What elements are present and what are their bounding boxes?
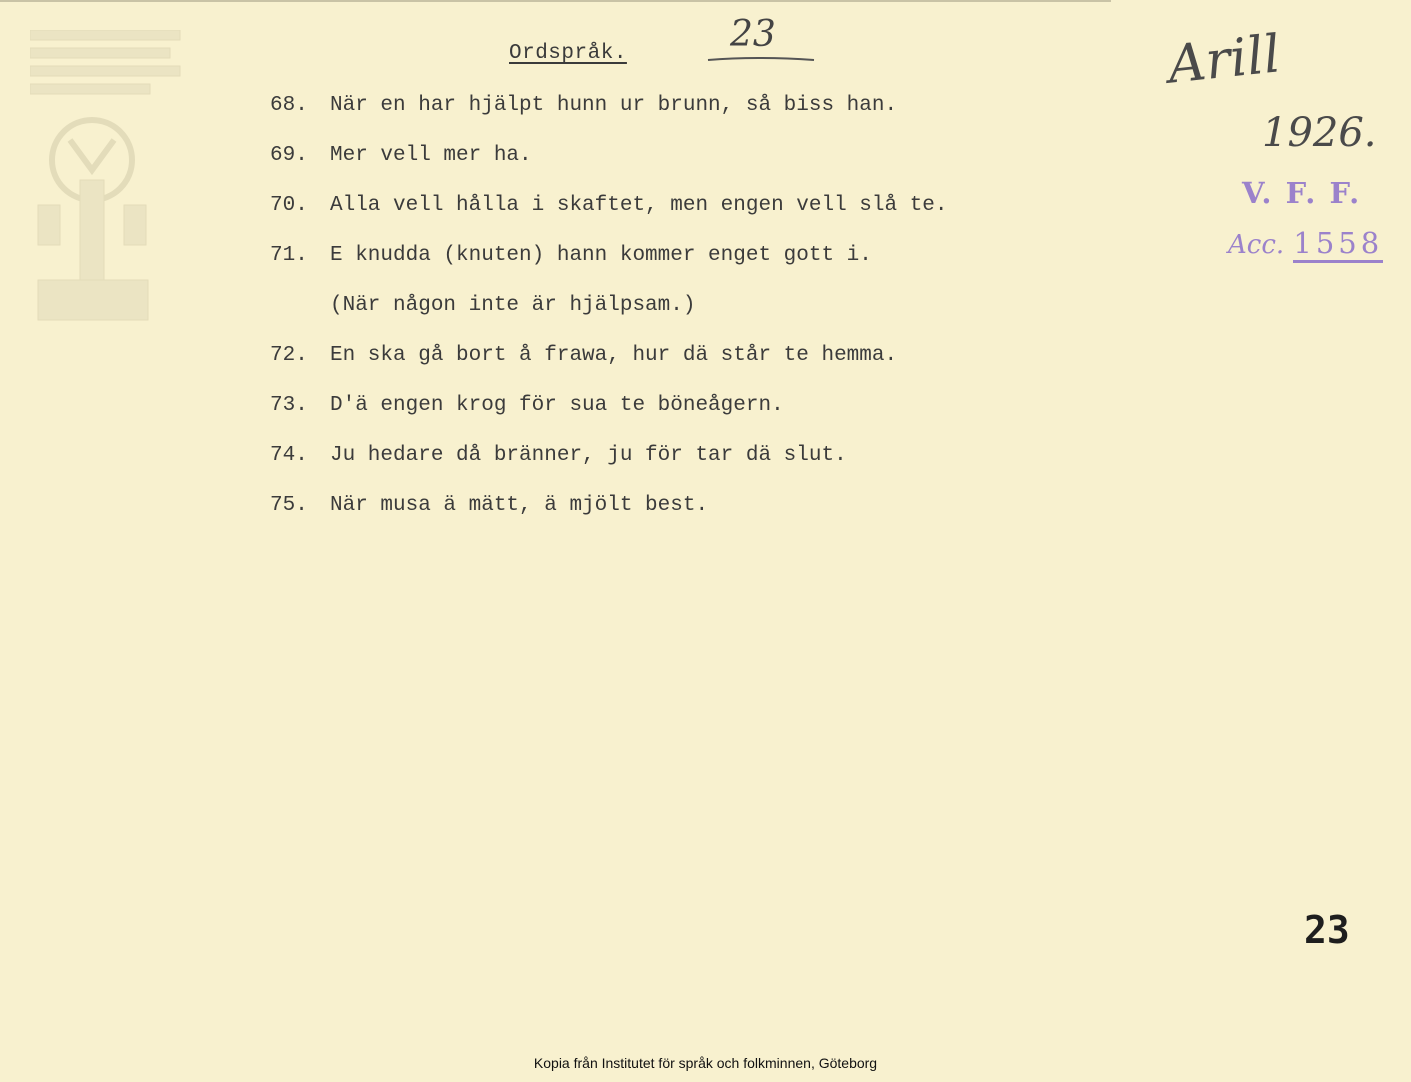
proverb-item bbox=[270, 488, 948, 538]
stamp-initials: V. F. F. bbox=[1242, 176, 1362, 210]
page-number: 23 bbox=[1304, 908, 1350, 952]
proverb-number: 75. bbox=[270, 494, 308, 517]
accession-label: Acc. bbox=[1228, 230, 1285, 260]
proverb-number: 70. bbox=[270, 194, 308, 217]
proverb-text: E knudda (knuten) hann kommer enget gott i. bbox=[330, 244, 872, 267]
proverb-item bbox=[270, 238, 948, 288]
accession-number: 1558 bbox=[1293, 226, 1383, 263]
archive-watermark-icon bbox=[30, 30, 190, 330]
footer-credit: Kopia från Institutet för språk och folkminnen, Göteborg bbox=[533, 1055, 878, 1071]
proverb-text: När en har hjälpt hunn ur brunn, så biss han. bbox=[330, 94, 898, 117]
proverb-note-text: (När någon inte är hjälpsam.) bbox=[330, 294, 696, 317]
handwritten-sheet-number bbox=[706, 14, 818, 70]
proverb-item bbox=[270, 138, 948, 188]
handwritten-place: Arill bbox=[1165, 24, 1284, 96]
proverb-text: Ju hedare då bränner, ju för tar dä slut. bbox=[330, 444, 847, 467]
proverb-note bbox=[270, 288, 948, 338]
proverb-item bbox=[270, 188, 948, 238]
header-title: Ordspråk. bbox=[509, 42, 627, 65]
proverb-number: 72. bbox=[270, 344, 308, 367]
document-header bbox=[509, 42, 627, 65]
proverb-item bbox=[270, 88, 948, 138]
top-edge-line bbox=[0, 0, 1111, 2]
accession-stamp bbox=[1228, 226, 1383, 260]
proverb-item bbox=[270, 388, 948, 438]
proverb-text: Alla vell hålla i skaftet, men engen vell slå te. bbox=[330, 194, 948, 217]
handwritten-underline bbox=[706, 54, 818, 66]
proverb-text: En ska gå bort å frawa, hur dä står te hemma. bbox=[330, 344, 898, 367]
handwritten-number-text: 23 bbox=[730, 14, 776, 55]
handwritten-year: 1926. bbox=[1262, 110, 1377, 156]
proverb-number: 69. bbox=[270, 144, 308, 167]
proverb-text: När musa ä mätt, ä mjölt best. bbox=[330, 494, 709, 517]
proverb-item bbox=[270, 338, 948, 388]
proverb-number: 74. bbox=[270, 444, 308, 467]
proverb-number: 68. bbox=[270, 94, 308, 117]
proverb-number: 73. bbox=[270, 394, 308, 417]
proverb-text: Mer vell mer ha. bbox=[330, 144, 532, 167]
proverb-list bbox=[270, 88, 948, 538]
proverb-number: 71. bbox=[270, 244, 308, 267]
proverb-text: D'ä engen krog för sua te böneågern. bbox=[330, 394, 784, 417]
proverb-item bbox=[270, 438, 948, 488]
